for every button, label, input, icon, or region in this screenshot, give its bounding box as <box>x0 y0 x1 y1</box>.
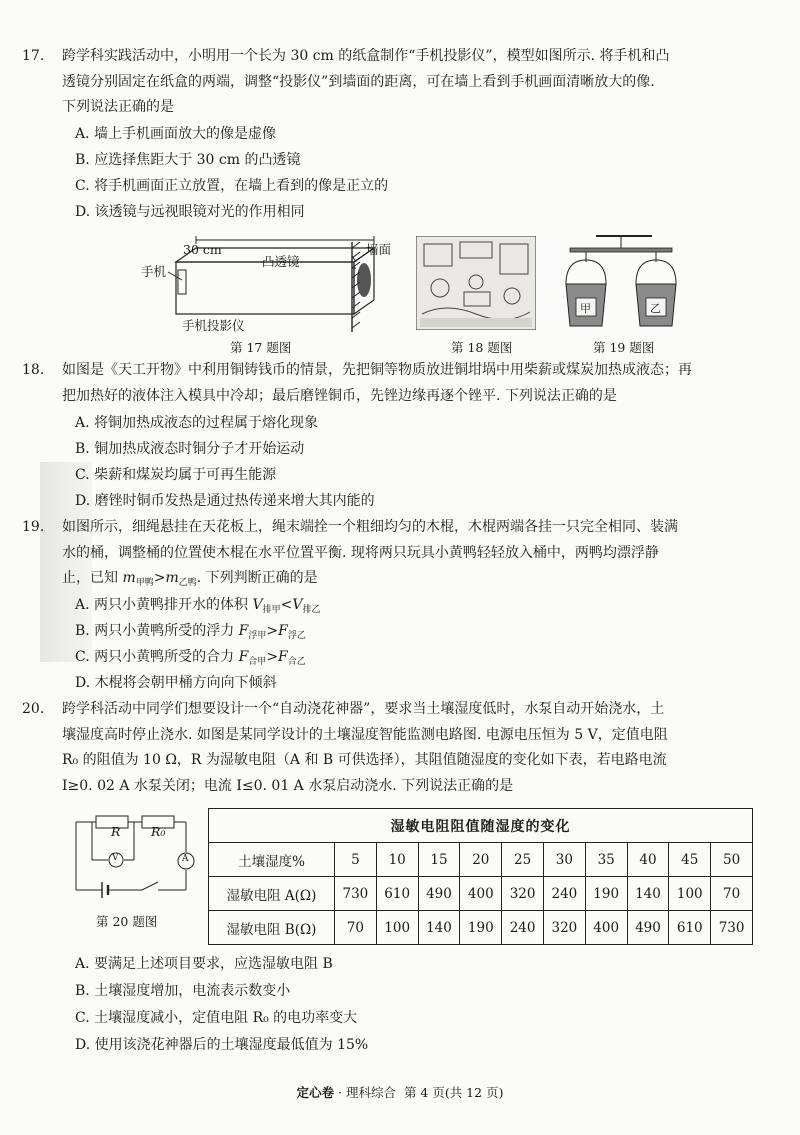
cell: 190 <box>460 911 502 945</box>
voltmeter-label: V <box>112 853 119 863</box>
fig17-device-label: 手机投影仪 <box>182 318 245 333</box>
figure-18-illustration <box>416 236 536 330</box>
bucket-a-label: 甲 <box>580 302 591 315</box>
fig17-caption: 第 17 题图 <box>230 340 292 355</box>
fig17-length-label: 30 cm <box>183 242 222 257</box>
question-number: 18. <box>22 362 45 378</box>
fig17-phone-label: 手机 <box>141 264 167 279</box>
label-r: R <box>111 824 121 839</box>
question-18 <box>22 358 782 409</box>
option-c: C. 土壤湿度减小，定值电阻 R₀ 的电功率变大 <box>75 1010 358 1026</box>
cell: 100 <box>669 877 711 911</box>
cell: 610 <box>376 877 418 911</box>
fig20-caption: 第 20 题图 <box>96 914 158 929</box>
row-label: 湿敏电阻 B(Ω) <box>209 911 335 945</box>
question-number: 20. <box>22 701 45 717</box>
question-17-stem: 17. 跨学科实践活动中，小明用一个长为 30 cm 的纸盒制作“手机投影仪”，模型如图所示. 将手机和凸 透镜分别固定在纸盒的两端，调整“投影仪”到墙面的距离，可在墙上看到手机画面清晰放大的像. 下列说法正确的是 <box>22 44 782 121</box>
option-a: A. 要满足上述项目要求，应选湿敏电阻 B <box>75 956 333 972</box>
footer-page: 第 4 页(共 12 页) <box>403 1085 504 1100</box>
figure-20-circuit <box>66 812 196 904</box>
question-19-stem: 19. 如图所示，细绳悬挂在天花板上，绳末端拴一个粗细均匀的木棍，木棍两端各挂一只完全相同、装满 水的桶，调整桶的位置使木棍在水平位置平衡. 现将两只玩具小黄鸭轻轻放入桶中，两鸭均漂浮静 止，已知 $m_{甲鸭}>m_{乙鸭}$. 下列判断正确的是 <box>22 515 782 597</box>
phone-shape <box>178 270 186 294</box>
option-b: B. 两只小黄鸭所受的浮力 $F_{浮甲}>F_{浮乙}$ <box>75 623 306 641</box>
option-c: C. 柴薪和煤炭均属于可再生能源 <box>75 467 277 483</box>
option-c: C. 将手机画面正立放置，在墙上看到的像是正立的 <box>75 178 389 194</box>
header-label: 土壤湿度% <box>209 843 335 877</box>
cell: 320 <box>502 877 544 911</box>
cell: 25 <box>502 843 544 877</box>
cell: 10 <box>376 843 418 877</box>
cell: 240 <box>502 911 544 945</box>
cell: 730 <box>711 911 753 945</box>
option-b: B. 应选择焦距大于 30 cm 的凸透镜 <box>75 152 301 168</box>
cell: 490 <box>418 877 460 911</box>
label-r0: R₀ <box>151 824 166 839</box>
cell: 140 <box>627 877 669 911</box>
cell: 240 <box>543 877 585 911</box>
fig17-wall-label: 墙面 <box>366 242 392 257</box>
table-row-a <box>209 877 753 911</box>
option-b: B. 铜加热成液态时铜分子才开始运动 <box>75 441 305 457</box>
cell: 730 <box>335 877 377 911</box>
table-title: 湿敏电阻阻值随湿度的变化 <box>209 809 753 843</box>
option-a: A. 将铜加热成液态的过程属于熔化现象 <box>75 415 319 431</box>
wall-hatch <box>348 242 362 337</box>
option-d: D. 使用该浇花神器后的土壤湿度最低值为 15% <box>75 1037 369 1053</box>
table-row-humidity <box>209 843 753 877</box>
option-b: B. 土壤湿度增加，电流表示数变小 <box>75 983 291 999</box>
cell: 15 <box>418 843 460 877</box>
option-d: D. 磨锉时铜币发热是通过热传递来增大其内能的 <box>75 493 375 509</box>
option-c: C. 两只小黄鸭所受的合力 $F_{合甲}>F_{合乙}$ <box>75 649 306 667</box>
option-a: A. 两只小黄鸭排开水的体积 $V_{排甲}<V_{排乙}$ <box>75 597 321 615</box>
cell: 40 <box>627 843 669 877</box>
cell: 610 <box>669 911 711 945</box>
cell: 20 <box>460 843 502 877</box>
question-20-stem: 20. 跨学科活动中同学们想要设计一个“自动浇花神器”，要求当土壤湿度低时，水泵自动开始浇水，土 壤湿度高时停止浇水. 如图是某同学设计的土壤湿度智能监测电路图. 电源电压恒为 5 V，定值电阻 R₀ 的阻值为 10 Ω，R 为湿敏电阻（A 和 B 可供选择），其阻值随湿度的变化如下表，若电路电流 I≥0. 02 A 水泵关闭；电流 I≤0. 01 A 水泵启动浇水. 下列说法正确的是 <box>22 697 782 799</box>
cell: 400 <box>460 877 502 911</box>
fig19-caption: 第 19 题图 <box>593 340 655 355</box>
fig18-caption: 第 18 题图 <box>451 340 513 355</box>
cell: 320 <box>543 911 585 945</box>
option-a: A. 墙上手机画面放大的像是虚像 <box>75 126 277 142</box>
cell: 140 <box>418 911 460 945</box>
table-row-b <box>209 911 753 945</box>
question-18-stem: 18. 如图是《天工开物》中利用铜铸钱币的情景，先把铜等物质放进铜坩埚中用柴薪或煤炭加热成液态；再 把加热好的液体注入模具中冷却；最后磨锉铜币，先锉边缘再逐个锉平. 下列说法正确的是 <box>22 358 782 409</box>
question-17 <box>22 44 782 121</box>
question-number: 19. <box>22 519 45 535</box>
figure-19-balance <box>556 232 686 336</box>
cell: 50 <box>711 843 753 877</box>
cell: 190 <box>585 877 627 911</box>
cell: 100 <box>376 911 418 945</box>
cell: 70 <box>711 877 753 911</box>
cell: 35 <box>585 843 627 877</box>
cell: 30 <box>543 843 585 877</box>
ammeter-label: A <box>182 854 189 864</box>
option-d: D. 该透镜与远视眼镜对光的作用相同 <box>75 204 305 220</box>
question-20 <box>22 697 782 799</box>
page-footer: 定心卷 · 理科综合 第 4 页(共 12 页) <box>296 1085 504 1100</box>
cell: 5 <box>335 843 377 877</box>
cell: 70 <box>335 911 377 945</box>
switch-symbol <box>142 882 158 890</box>
cell: 400 <box>585 911 627 945</box>
row-label: 湿敏电阻 A(Ω) <box>209 877 335 911</box>
question-number: 17. <box>22 48 45 64</box>
option-d: D. 木棍将会朝甲桶方向向下倾斜 <box>75 675 277 691</box>
cell: 45 <box>669 843 711 877</box>
fig17-lens-label: 凸透镜 <box>262 254 300 269</box>
cell: 490 <box>627 911 669 945</box>
footer-subject: 理科综合 <box>345 1085 396 1100</box>
question-19 <box>22 515 782 597</box>
humidity-resistance-table <box>208 808 753 945</box>
bucket-b-label: 乙 <box>650 302 661 315</box>
footer-brand: 定心卷 <box>296 1085 335 1100</box>
